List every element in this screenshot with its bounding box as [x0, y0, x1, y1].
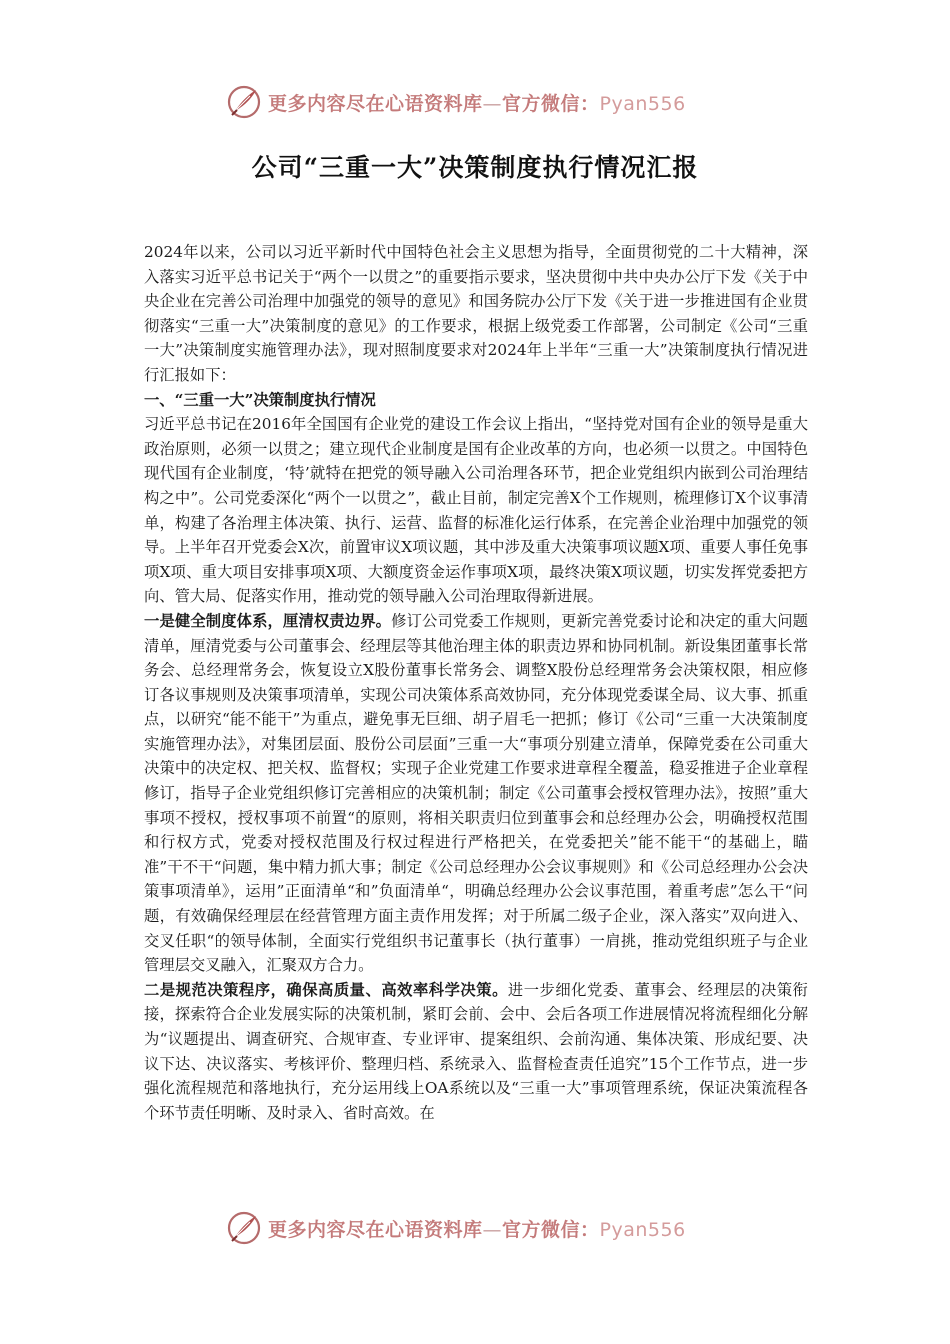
section-paragraph: 习近平总书记在2016年全国国有企业党的建设工作会议上指出，“坚持党对国有企业的领导是重大政治原则，必须一以贯之；建立现代企业制度是国有企业改革的方向，也必须一以贯之。中国特色现代国有企业制度，‘特’就特在把党的领导融入公司治理各环节，把企业党组织内嵌到公司治理结构之中”。公司党委深化“两个一以贯之”，截止目前，制定完善X个工作规则，梳理修订X个议事清单，构建了各治理主体决策、执行、运营、监督的标准化运行体系，在完善企业治理中加强党的领导。上半年召开党委会X次，前置审议X项议题，其中涉及重大决策事项议题X项、重要人事任免事项X项、重大项目安排事项X项、大额度资金运作事项X项，最终决策X项议题，切实发挥党委把方向、管大局、促落实作用，推动党的领导融入公司治理取得新进展。 — [144, 415, 808, 606]
point-one-lead: 一是健全制度体系，厘清权责边界。 — [144, 611, 392, 630]
section-heading: 一、“三重一大”决策制度执行情况 — [144, 390, 376, 409]
point-one-body: 修订公司党委工作规则，更新完善党委讨论和决定的重大问题清单，厘清党委与公司董事会、经理层等其他治理主体的职责边界和协同机制。新设集团董事长常务会、总经理常务会，恢复设立X股份董事长常务会、调整X股份总经理常务会决策权限，相应修订各议事规则及决策事项清单，实现公司决策体系高效协同，充分体现党委谋全局、议大事、抓重点，以研究“能不能干”为重点，避免事无巨细、胡子眉毛一把抓；修订《公司“三重一大决策制度实施管理办法》，对集团层面、股份公司层面”三重一大“事项分别建立清单，保障党委在公司重大决策中的决定权、把关权、监督权；实现子企业党建工作要求进章程全覆盖，稳妥推进子企业章程修订，指导子企业党组织修订完善相应的决策机制；制定《公司董事会授权管理办法》，按照”重大事项不授权，授权事项不前置“的原则，将相关职责归位到董事会和总经理办公会，明确授权范围和行权方式，党委对授权范围及行权过程进行严格把关，在党委把关”能不能干“的基础上，瞄准”干不干“问题，集中精力抓大事；制定《公司总经理办公会议事规则》和《公司总经理办公会决策事项清单》，运用”正面清单“和”负面清单“，明确总经理办公会议事范围，着重考虑”怎么干“问题，有效确保经理层在经营管理方面主责作用发挥；对于所属二级子企业，深入落实”双向进入、交叉任职“的领导体制，全面实行党组织书记董事长（执行董事）一肩挑，推动党组织班子与企业管理层交叉融入，汇聚双方合力。 — [144, 611, 808, 975]
watermark-brand: 更多内容尽在心语资料库 — [268, 1218, 483, 1241]
watermark-text — [268, 89, 686, 116]
watermark-separator: — — [482, 1218, 503, 1241]
document-title: 公司“三重一大”决策制度执行情况汇报 — [251, 153, 699, 182]
document-body — [144, 240, 808, 1125]
watermark-separator: — — [482, 92, 503, 115]
watermark-handle: Pyan556 — [599, 1218, 686, 1241]
watermark-suffix: 官方微信： — [502, 92, 600, 115]
feather-pen-logo-icon — [226, 1210, 262, 1246]
watermark-handle: Pyan556 — [599, 92, 686, 115]
point-one-paragraph — [144, 609, 808, 978]
watermark-text — [268, 1215, 686, 1242]
intro-paragraph: 2024年以来，公司以习近平新时代中国特色社会主义思想为指导，全面贯彻党的二十大精神，深入落实习近平总书记关于“两个一以贯之”的重要指示要求，坚决贯彻中共中央办公厅下发《关于中央企业在完善公司治理中加强党的领导的意见》和国务院办公厅下发《关于进一步推进国有企业贯彻落实“三重一大”决策制度的意见》的工作要求，根据上级党委工作部署，公司制定《公司“三重一大”决策制度实施管理办法》，现对照制度要求对2024年上半年“三重一大”决策制度执行情况进行汇报如下： — [144, 243, 808, 384]
watermark-suffix: 官方微信： — [502, 1218, 600, 1241]
watermark-banner-bottom — [226, 1208, 726, 1248]
watermark-banner-top — [226, 82, 726, 122]
watermark-brand: 更多内容尽在心语资料库 — [268, 92, 483, 115]
point-two-paragraph — [144, 978, 808, 1126]
point-two-body: 进一步细化党委、董事会、经理层的决策衔接，探索符合企业发展实际的决策机制，紧盯会前、会中、会后各项工作进展情况将流程细化分解为“议题提出、调查研究、合规审查、专业评审、提案组织、会前沟通、集体决策、形成纪要、决议下达、决议落实、考核评价、整理归档、系统录入、监督检查责任追究”15个工作节点，进一步强化流程规范和落地执行，充分运用线上OA系统以及“三重一大”事项管理系统，保证决策流程各个环节责任明晰、及时录入、省时高效。在 — [144, 980, 808, 1122]
feather-pen-logo-icon — [226, 84, 262, 120]
point-two-lead: 二是规范决策程序，确保高质量、高效率科学决策。 — [144, 980, 508, 999]
